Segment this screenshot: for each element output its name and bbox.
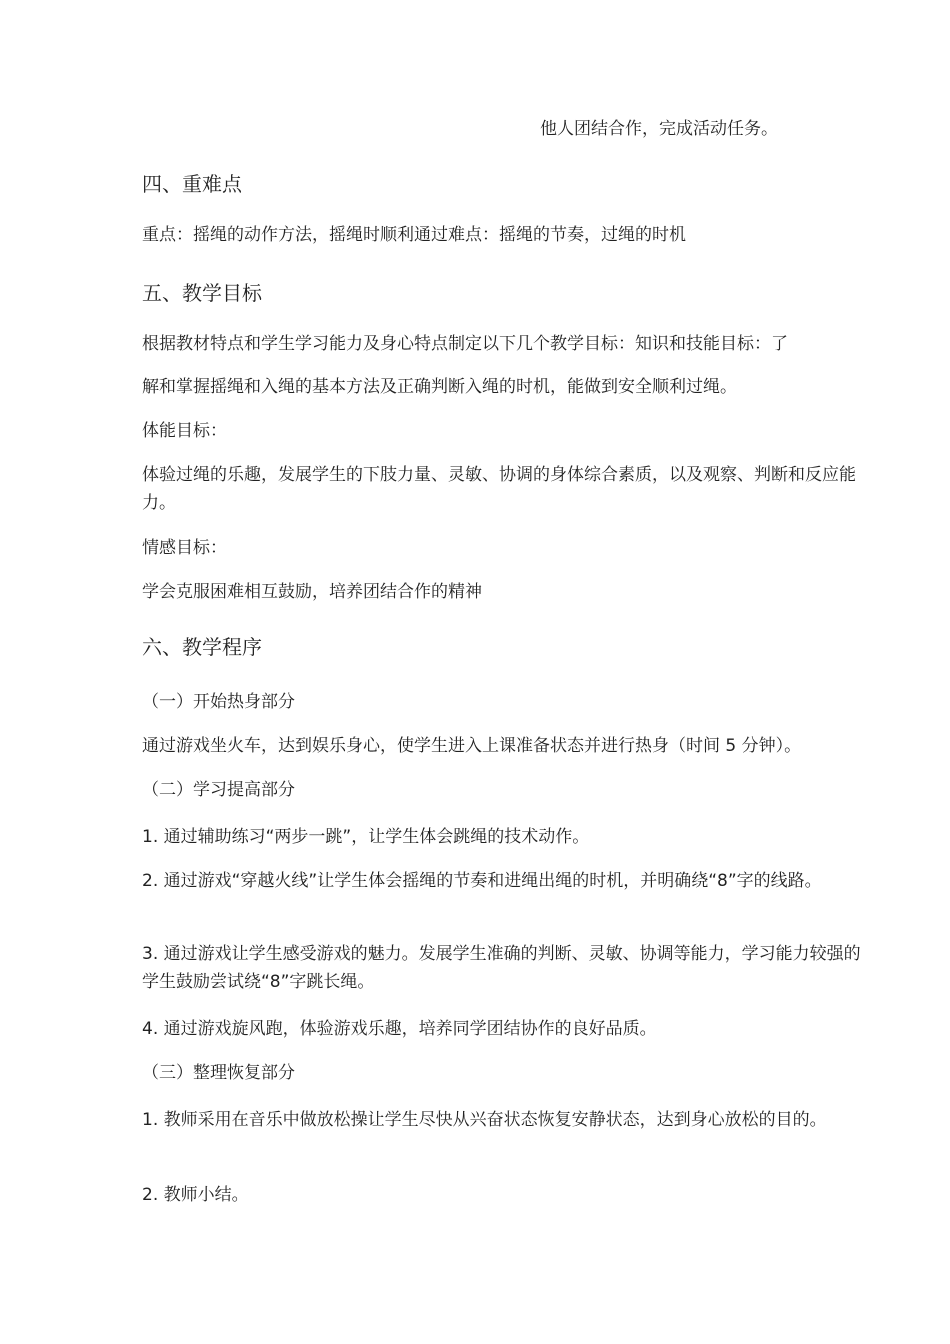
part1-text: 通过游戏坐火车，达到娱乐身心，使学生进入上课准备状态并进行热身（时间 5 分钟）。 (142, 736, 802, 756)
part2-item4: 4. 通过游戏旋风跑，体验游戏乐趣，培养同学团结协作的良好品质。 (142, 1019, 657, 1039)
part2-item3: 3. 通过游戏让学生感受游戏的魅力。发展学生准确的判断、灵敏、协调等能力，学习能力较强的学生鼓励尝试绕“8”字跳长绳。 (142, 944, 861, 992)
physical-goal-text: 体验过绳的乐趣，发展学生的下肢力量、灵敏、协调的身体综合素质，以及观察、判断和反应能力。 (142, 465, 856, 513)
part1-title: （一）开始热身部分 (142, 692, 295, 712)
part3-item1: 1. 教师采用在音乐中做放松操让学生尽快从兴奋状态恢复安静状态，达到身心放松的目的。 (142, 1110, 827, 1130)
emotion-goal-label: 情感目标： (142, 538, 227, 558)
section5-heading: 五、教学目标 (142, 281, 262, 305)
physical-goal-label: 体能目标： (142, 421, 227, 441)
section5-intro-line1: 根据教材特点和学生学习能力及身心特点制定以下几个教学目标：知识和技能目标：了 (142, 334, 788, 354)
emotion-goal-text: 学会克服困难相互鼓励，培养团结合作的精神 (142, 582, 482, 602)
part2-item2: 2. 通过游戏“穿越火线”让学生体会摇绳的节奏和进绳出绳的时机，并明确绕“8”字的线路。 (142, 871, 822, 891)
part2-item1: 1. 通过辅助练习“两步一跳”，让学生体会跳绳的技术动作。 (142, 827, 590, 847)
section4-text: 重点：摇绳的动作方法，摇绳时顺利通过难点：摇绳的节奏，过绳的时机 (142, 225, 686, 245)
carry-over-text: 他人团结合作，完成活动任务。 (540, 119, 778, 139)
section6-heading: 六、教学程序 (142, 635, 262, 659)
section5-intro-line2: 解和掌握摇绳和入绳的基本方法及正确判断入绳的时机，能做到安全顺利过绳。 (142, 377, 737, 397)
section4-heading: 四、重难点 (142, 172, 242, 196)
part3-item2: 2. 教师小结。 (142, 1185, 249, 1205)
part2-title: （二）学习提高部分 (142, 780, 295, 800)
part3-title: （三）整理恢复部分 (142, 1063, 295, 1083)
